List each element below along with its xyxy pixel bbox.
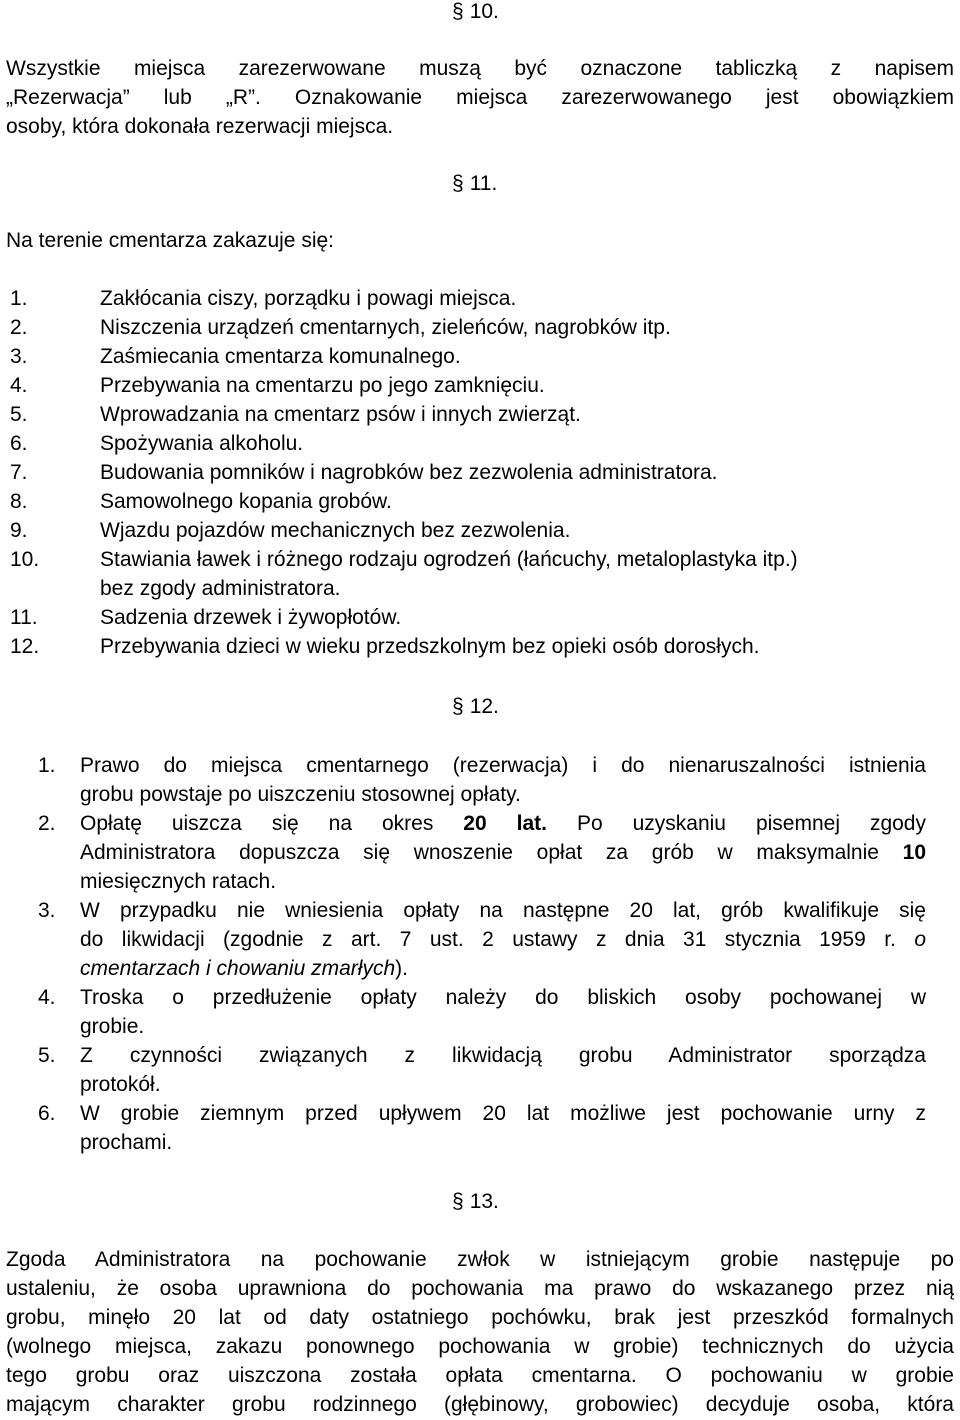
list-item-number: 11.: [10, 606, 38, 629]
list-item: Prawo do miejsca cmentarnego (rezerwacja) i do nienaruszalności istnienia: [80, 754, 926, 777]
list-item: Stawiania ławek i różnego rodzaju ogrodzeń (łańcuchy, metaloplastyka itp.): [100, 548, 798, 571]
list-item: Zakłócania ciszy, porządku i powagi miejsca.: [100, 287, 517, 310]
list-item-continuation: [80, 957, 926, 981]
paragraph-line: (wolnego miejsca, zakazu ponownego pochowania w grobie) technicznych do użycia: [6, 1335, 954, 1358]
list-item-number: 6.: [38, 1102, 56, 1125]
list-item-number: 8.: [10, 490, 28, 513]
italic-term: o: [914, 928, 926, 951]
text-run: Opłatę uiszcza się na okres: [80, 812, 464, 835]
paragraph-line: osoby, która dokonała rezerwacji miejsca.: [6, 115, 394, 138]
list-item: Przebywania na cmentarzu po jego zamknięciu.: [100, 374, 545, 397]
list-item: Budowania pomników i nagrobków bez zezwolenia administratora.: [100, 461, 718, 484]
section-heading-10: [452, 0, 499, 24]
text-run: do likwidacji (zgodnie z art. 7 ust. 2 ustawy z dnia 31 stycznia 1959 r.: [80, 928, 915, 951]
list-item-number: 3.: [10, 345, 28, 368]
section-sign: §: [452, 0, 464, 23]
list-item-number: 5.: [38, 1044, 56, 1067]
list-item: Wprowadzania na cmentarz psów i innych zwierząt.: [100, 403, 581, 426]
list-item-number: 2.: [38, 812, 56, 835]
text-run: Administratora dopuszcza się wnoszenie opłat za grób w maksymalnie: [80, 841, 903, 864]
list-item-continuation: prochami.: [80, 1131, 173, 1154]
list-item: Spożywania alkoholu.: [100, 432, 304, 455]
list-item: Sadzenia drzewek i żywopłotów.: [100, 606, 402, 629]
list-item: Zaśmiecania cmentarza komunalnego.: [100, 345, 461, 368]
section-heading-13: [452, 1190, 499, 1214]
section-number: 12.: [469, 695, 499, 718]
bold-term: 20 lat.: [463, 812, 547, 835]
paragraph-line: ustaleniu, że osoba uprawniona do pochowania ma prawo do wskazanego przez nią: [6, 1277, 954, 1300]
list-item-number: 2.: [10, 316, 28, 339]
paragraph-line: Wszystkie miejsca zarezerwowane muszą być oznaczone tabliczką z napisem: [6, 57, 954, 80]
list-item-continuation: grobie.: [80, 1015, 145, 1038]
list-item: Przebywania dzieci w wieku przedszkolnym bez opieki osób dorosłych.: [100, 635, 760, 658]
paragraph-line: „Rezerwacja” lub „R”. Oznakowanie miejsca zarezerwowanego jest obowiązkiem: [6, 86, 954, 109]
list-item-continuation: miesięcznych ratach.: [80, 870, 277, 893]
list-item: Samowolnego kopania grobów.: [100, 490, 392, 513]
list-item: [80, 812, 926, 836]
section-sign: §: [452, 1190, 464, 1213]
section-number: 11.: [469, 172, 498, 195]
list-item-continuation: grobu powstaje po uiszczeniu stosownej opłaty.: [80, 783, 521, 806]
list-item-number: 1.: [10, 287, 28, 310]
list-intro: Na terenie cmentarza zakazuje się:: [6, 229, 334, 252]
list-item-number: 6.: [10, 432, 28, 455]
section-number: 10.: [469, 0, 499, 23]
section-sign: §: [452, 695, 464, 718]
list-item-number: 12.: [10, 635, 40, 658]
list-item: Z czynności związanych z likwidacją grobu Administrator sporządza: [80, 1044, 926, 1067]
paragraph-line: Zgoda Administratora na pochowanie zwłok w istniejącym grobie następuje po: [6, 1248, 954, 1271]
paragraph-line: tego grobu oraz uiszczona została opłata cmentarna. O pochowaniu w grobie: [6, 1364, 954, 1387]
text-run: ).: [395, 957, 408, 980]
list-item: W przypadku nie wniesienia opłaty na następne 20 lat, grób kwalifikuje się: [80, 899, 926, 922]
list-item-number: 7.: [10, 461, 28, 484]
list-item-continuation: [80, 928, 926, 952]
list-item: Troska o przedłużenie opłaty należy do bliskich osoby pochowanej w: [80, 986, 926, 1009]
list-item-continuation: protokół.: [80, 1073, 161, 1096]
section-number: 13.: [469, 1190, 499, 1213]
italic-term: cmentarzach i chowaniu zmarłych: [80, 957, 396, 980]
list-item-number: 10.: [10, 548, 40, 571]
section-heading-12: [452, 695, 499, 719]
section-sign: §: [452, 172, 464, 195]
paragraph-line: mającym charakter grobu rodzinnego (głębinowy, grobowiec) decyduje osoba, która: [6, 1393, 954, 1416]
list-item: Niszczenia urządzeń cmentarnych, zieleńców, nagrobków itp.: [100, 316, 671, 339]
paragraph-line: grobu, minęło 20 lat od daty ostatniego pochówku, brak jest przeszkód formalnych: [6, 1306, 954, 1329]
list-item: Wjazdu pojazdów mechanicznych bez zezwolenia.: [100, 519, 571, 542]
list-item-number: 1.: [38, 754, 56, 777]
list-item-number: 4.: [10, 374, 28, 397]
list-item-continuation: bez zgody administratora.: [100, 577, 341, 600]
list-item: W grobie ziemnym przed upływem 20 lat możliwe jest pochowanie urny z: [80, 1102, 926, 1125]
list-item-continuation: [80, 841, 926, 865]
list-item-number: 4.: [38, 986, 56, 1009]
section-heading-11: [452, 172, 497, 196]
bold-term: 10: [902, 841, 926, 864]
list-item-number: 5.: [10, 403, 28, 426]
list-item-number: 3.: [38, 899, 56, 922]
list-item-number: 9.: [10, 519, 28, 542]
text-run: Po uzyskaniu pisemnej zgody: [576, 812, 926, 835]
